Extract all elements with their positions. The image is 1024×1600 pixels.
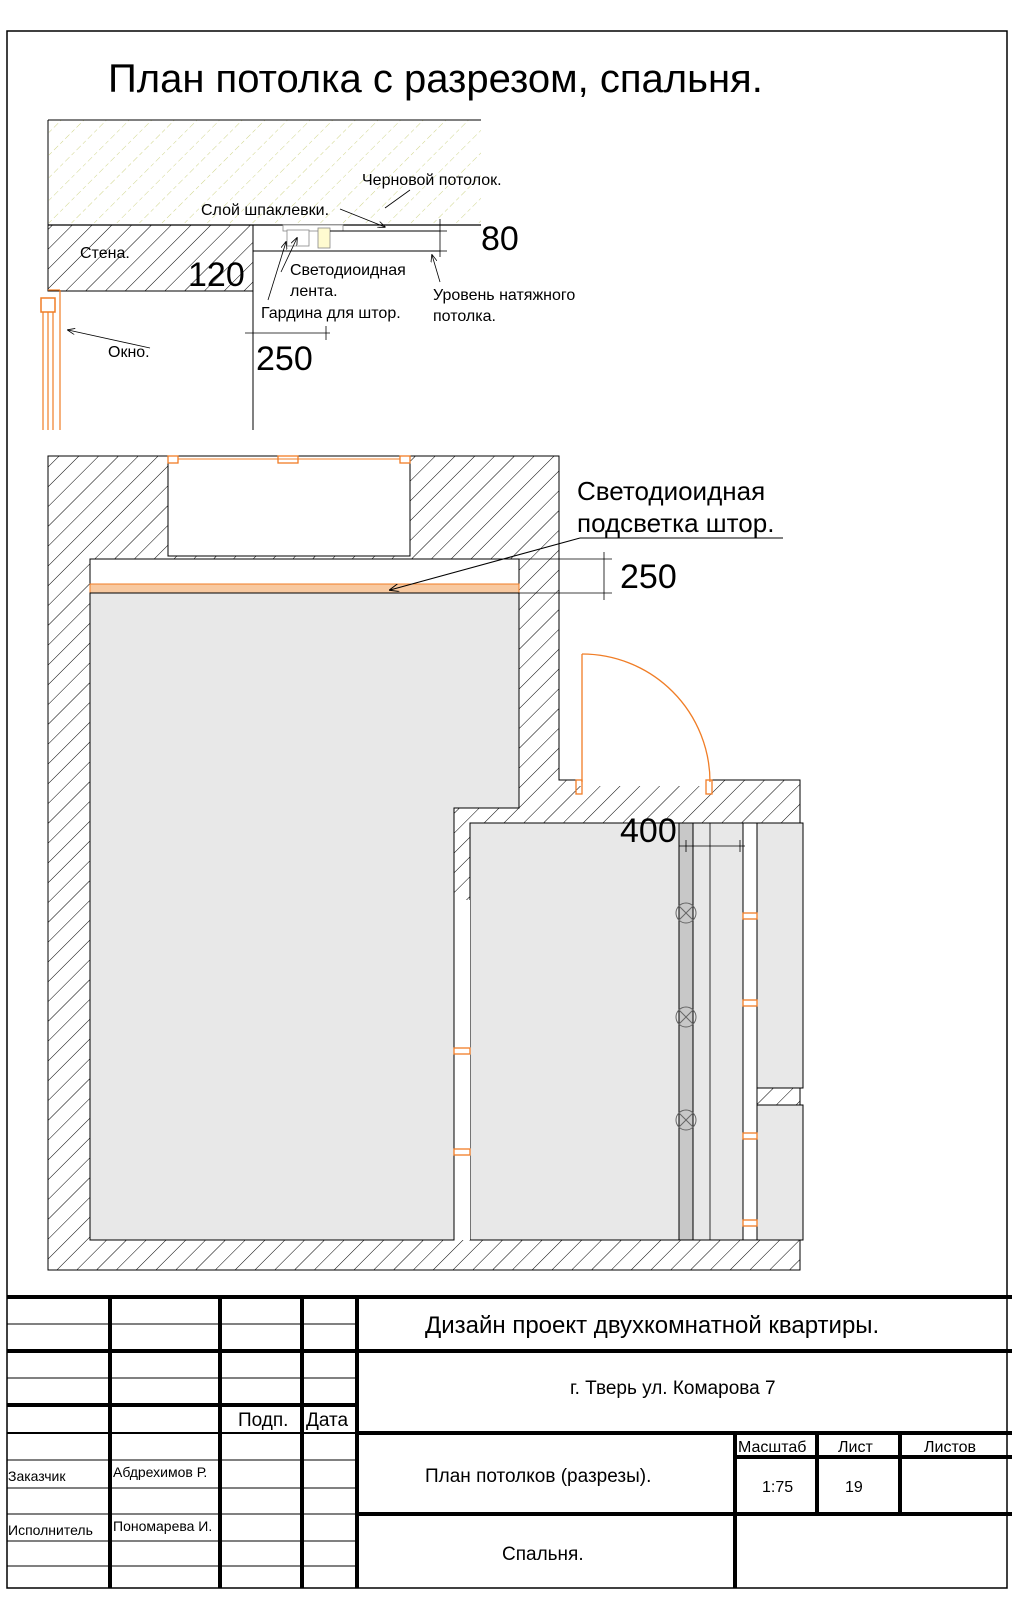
label-led-strip-line1: Светодиоидная (290, 262, 406, 279)
label-led-curtain-line1: Светодиоидная (577, 476, 766, 506)
label-putty-layer: Слой шпаклевки. (201, 202, 330, 219)
stamp-customer-name: Абдрехимов Р. (113, 1464, 208, 1480)
label-led-strip-line2: лента. (290, 283, 338, 300)
window-opening (168, 456, 410, 556)
dim-400: 400 (620, 812, 677, 850)
label-led-curtain-line2: подсветка штор. (577, 508, 775, 538)
stamp-scale-label: Масштаб (738, 1439, 807, 1456)
ceiling-plan (48, 456, 803, 1270)
door-swing-arc (582, 654, 710, 782)
ceiling-section (41, 120, 575, 430)
label-wall: Стена. (80, 245, 130, 262)
stamp-executor-name: Пономарева И. (113, 1518, 213, 1534)
right-room-top (757, 823, 803, 1088)
label-window: Окно. (108, 344, 150, 361)
stamp-data: Дата (306, 1410, 349, 1431)
window-frame (41, 298, 55, 312)
page-title: План потолка с разрезом, спальня. (108, 57, 763, 101)
door-frame (576, 780, 712, 786)
label-curtain-rail: Гардина для штор. (261, 305, 401, 322)
right-room-bottom (757, 1105, 803, 1240)
dim-250-plan: 250 (620, 558, 677, 596)
label-stretch-level-line2: потолка. (433, 308, 496, 325)
stamp-project: Дизайн проект двухкомнатной квартиры. (425, 1312, 880, 1339)
stamp-customer-label: Заказчик (8, 1468, 66, 1484)
corridor-beam (679, 823, 693, 1240)
stamp-sheet-label: Лист (838, 1439, 873, 1456)
stamp-sheet-value: 19 (845, 1479, 863, 1496)
stamp-podp: Подп. (238, 1410, 289, 1431)
stamp-sheets-label: Листов (924, 1439, 976, 1456)
dim-120: 120 (188, 256, 245, 294)
label-rough-ceiling: Черновой потолок. (362, 172, 502, 189)
title-block (7, 1297, 1012, 1588)
curtain-rail (287, 230, 309, 246)
stamp-scale-value: 1:75 (762, 1479, 794, 1496)
stamp-address: г. Тверь ул. Комарова 7 (570, 1378, 776, 1399)
led-curtain-strip (90, 584, 519, 593)
stamp-executor-label: Исполнитель (8, 1522, 93, 1538)
label-stretch-level-line1: Уровень натяжного (433, 287, 576, 304)
stamp-room: Спальня. (502, 1544, 584, 1565)
led-strip-box (318, 228, 330, 248)
corridor-opening (454, 900, 470, 1240)
dim-80: 80 (481, 220, 519, 258)
dim-250-section: 250 (256, 340, 313, 378)
corridor-area (470, 823, 743, 1240)
stamp-sheet-title: План потолков (разрезы). (425, 1466, 652, 1487)
